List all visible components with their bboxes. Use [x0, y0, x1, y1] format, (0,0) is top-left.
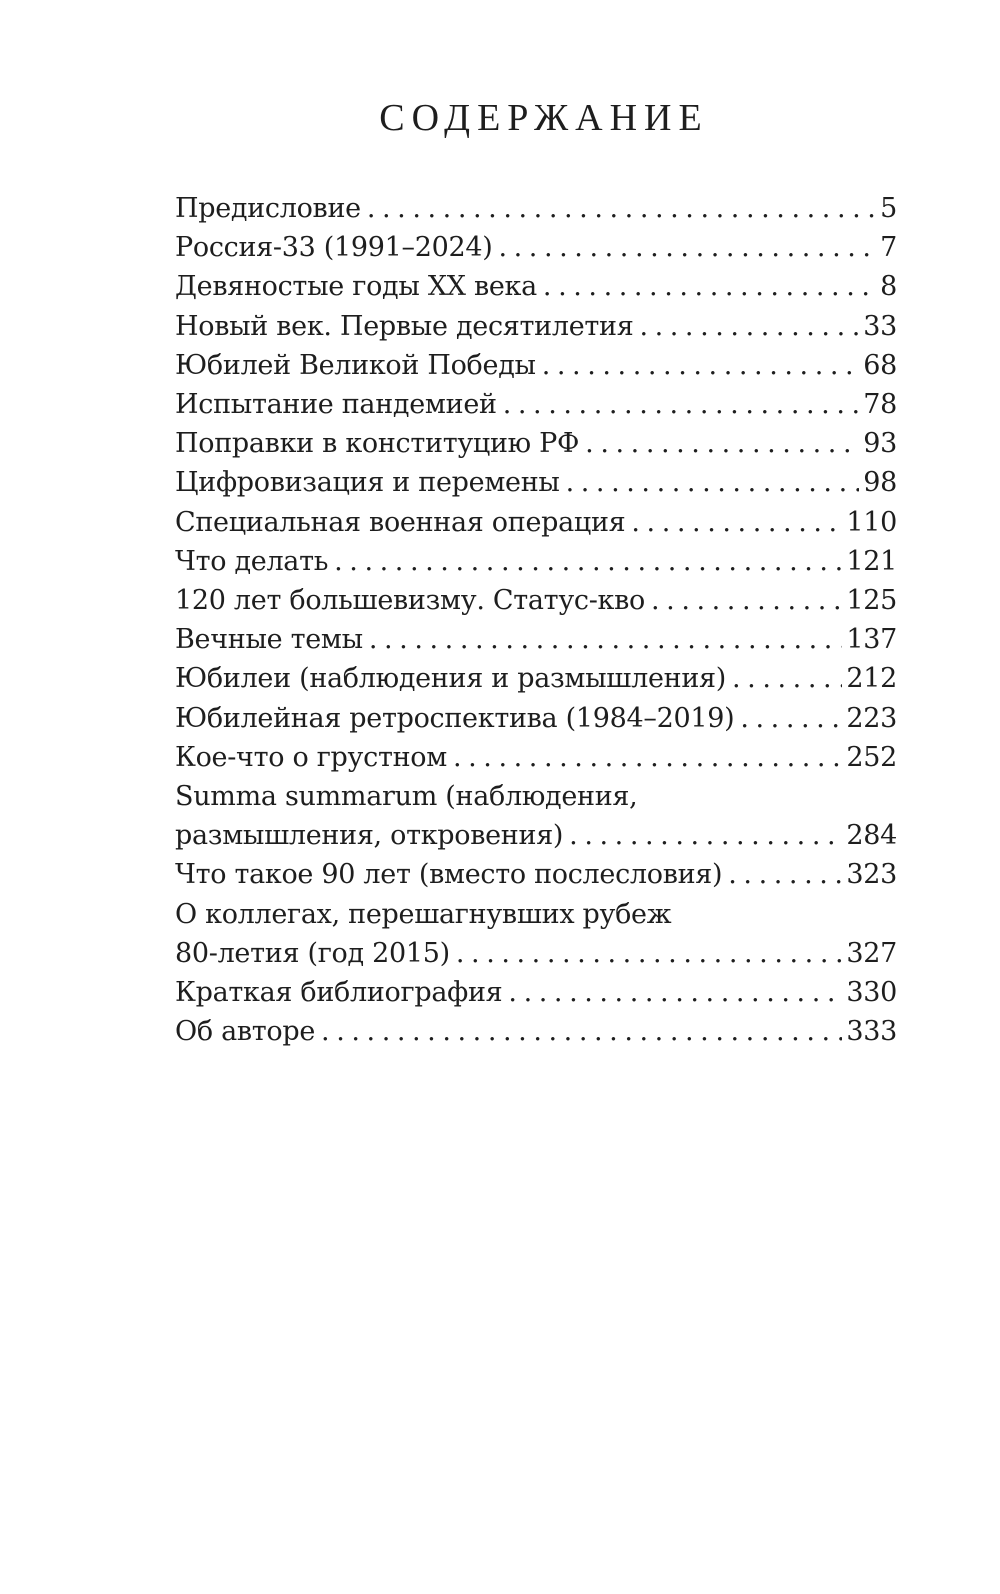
entry-title: Девяностые годы XX века — [175, 271, 537, 303]
entry-line — [175, 228, 897, 267]
entry-line — [175, 581, 897, 620]
toc-entry — [175, 385, 897, 424]
toc-entry — [175, 973, 897, 1012]
entry-title: размышления, откровения) — [175, 820, 564, 852]
toc-entry — [175, 424, 897, 463]
entry-title: Юбилей Великой Победы — [175, 349, 536, 381]
toc-entry — [175, 1012, 897, 1051]
dot-leader — [503, 385, 860, 424]
entry-title: Испытание пандемией — [175, 389, 497, 421]
entry-page-number: 98 — [863, 467, 897, 499]
entry-title: Краткая библиография — [175, 977, 503, 1009]
entry-line — [175, 189, 897, 228]
dot-leader — [728, 855, 842, 894]
toc-entry — [175, 189, 897, 228]
entry-title: Юбилеи (наблюдения и размышления) — [175, 663, 726, 695]
entry-title: Что делать — [175, 545, 329, 577]
entry-line — [175, 738, 897, 777]
entry-page-number: 110 — [846, 506, 897, 538]
entry-line — [175, 463, 897, 502]
toc-entry — [175, 346, 897, 385]
dot-leader — [453, 738, 842, 777]
toc-entry — [175, 463, 897, 502]
dot-leader — [508, 973, 842, 1012]
dot-leader — [542, 346, 860, 385]
toc-entry — [175, 581, 897, 620]
entry-title-first-line: О коллегах, перешагнувших рубеж — [175, 898, 672, 930]
entry-page-number: 125 — [846, 585, 897, 617]
entry-title: Об авторе — [175, 1016, 316, 1048]
entry-title: Предисловие — [175, 193, 361, 224]
entry-page-number: 212 — [846, 663, 897, 695]
entry-title: Что такое 90 лет (вместо послесловия) — [175, 859, 723, 891]
entry-title: Кое-что о грустном — [175, 741, 447, 773]
entry-title: Россия-33 (1991–2024) — [175, 232, 493, 264]
toc-entry — [175, 895, 897, 973]
dot-leader — [569, 816, 842, 855]
toc-entry — [175, 620, 897, 659]
entry-line — [175, 267, 897, 306]
entry-page-number: 5 — [880, 193, 897, 224]
entry-title: Цифровизация и перемены — [175, 467, 560, 499]
dot-leader — [321, 1012, 842, 1051]
entry-page-number: 33 — [863, 310, 897, 342]
entry-page-number: 8 — [880, 271, 897, 303]
entry-line — [175, 816, 897, 855]
toc-entry — [175, 307, 897, 346]
entry-page-number: 7 — [880, 232, 897, 264]
entry-title: 80-летия (год 2015) — [175, 937, 450, 969]
entry-page-number: 330 — [846, 977, 897, 1009]
entry-page-number: 323 — [846, 859, 897, 891]
entry-page-number: 121 — [846, 545, 897, 577]
entry-title: Специальная военная операция — [175, 506, 626, 538]
toc-entry — [175, 738, 897, 777]
entry-page-number: 327 — [846, 937, 897, 969]
entry-line — [175, 1012, 897, 1051]
dot-leader — [740, 699, 842, 738]
entry-line — [175, 503, 897, 542]
dot-leader — [631, 503, 842, 542]
toc-entry — [175, 228, 897, 267]
entry-page-number: 223 — [846, 702, 897, 734]
dot-leader — [543, 267, 876, 306]
toc-entry — [175, 777, 897, 855]
entry-title-first-line: Summa summarum (наблюдения, — [175, 781, 638, 813]
entry-title: Новый век. Первые десятилетия — [175, 310, 634, 342]
toc-entry — [175, 267, 897, 306]
entry-line — [175, 620, 897, 659]
entry-page-number: 333 — [846, 1016, 897, 1048]
entry-page-number: 284 — [846, 820, 897, 852]
dot-leader — [456, 934, 843, 973]
dot-leader — [639, 307, 859, 346]
toc-entry — [175, 699, 897, 738]
entry-line — [175, 934, 897, 973]
entry-line — [175, 424, 897, 463]
dot-leader — [334, 542, 842, 581]
entry-page-number: 93 — [863, 428, 897, 460]
entry-line — [175, 855, 897, 894]
entry-line — [175, 346, 897, 385]
entry-page-number: 68 — [863, 349, 897, 381]
entry-line — [175, 973, 897, 1012]
toc-entry — [175, 659, 897, 698]
entry-line — [175, 385, 897, 424]
dot-leader — [585, 424, 859, 463]
entry-title: Юбилейная ретроспектива (1984–2019) — [175, 702, 735, 734]
page-title: СОДЕРЖАНИЕ — [379, 97, 709, 139]
toc-entry — [175, 855, 897, 894]
entry-line — [175, 542, 897, 581]
entry-line — [175, 307, 897, 346]
dot-leader — [369, 620, 843, 659]
entry-title: Вечные темы — [175, 624, 363, 656]
dot-leader — [651, 581, 842, 620]
entry-line — [175, 659, 897, 698]
entry-page-number: 137 — [846, 624, 897, 656]
entry-title: 120 лет большевизму. Статус-кво — [175, 585, 645, 617]
toc-entry — [175, 503, 897, 542]
entry-title: Поправки в конституцию РФ — [175, 428, 580, 460]
dot-leader — [367, 189, 876, 228]
dot-leader — [732, 659, 842, 698]
table-of-contents — [175, 189, 897, 1051]
entry-line — [175, 699, 897, 738]
entry-page-number: 252 — [846, 741, 897, 773]
entry-page-number: 78 — [863, 389, 897, 421]
toc-entry — [175, 542, 897, 581]
dot-leader — [566, 463, 860, 502]
dot-leader — [498, 228, 876, 267]
